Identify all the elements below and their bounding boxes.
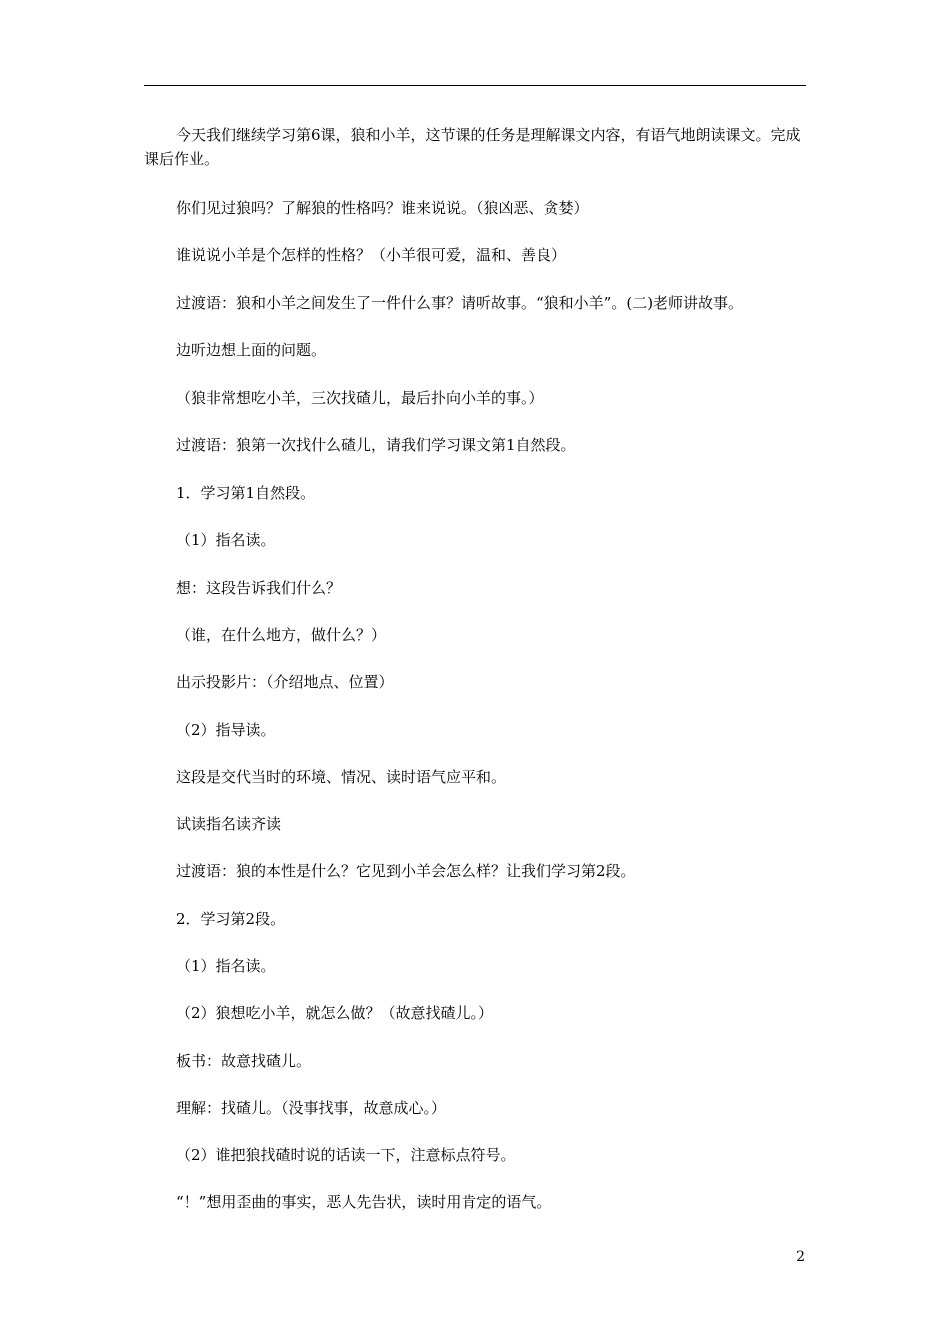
paragraph: 这段是交代当时的环境、情况、读时语气应平和。 (176, 768, 507, 786)
paragraph: （谁，在什么地方，做什么？） (176, 626, 387, 644)
paragraph: 过渡语：狼的本性是什么？它见到小羊会怎么样？让我们学习第2段。 (176, 862, 636, 880)
paragraph: 板书：故意找碴儿。 (176, 1052, 312, 1070)
paragraph: （1）指名读。 (176, 531, 276, 549)
page-number: 2 (796, 1249, 805, 1265)
paragraph: 想：这段告诉我们什么？ (176, 579, 342, 597)
paragraph: （狼非常想吃小羊，三次找碴儿，最后扑向小羊的事。） (176, 389, 544, 407)
paragraph: （1）指名读。 (176, 957, 276, 975)
section-heading: 2．学习第2段。 (176, 910, 286, 928)
paragraph: 边听边想上面的问题。 (176, 341, 327, 359)
paragraph: “！”想用歪曲的事实，恶人先告状，读时用肯定的语气。 (176, 1193, 552, 1211)
paragraph: 出示投影片：（介绍地点、位置） (176, 673, 394, 691)
paragraph: 谁说说小羊是个怎样的性格？（小羊很可爱，温和、善良） (176, 246, 567, 264)
paragraph: （2）狼想吃小羊，就怎么做？（故意找碴儿。） (176, 1004, 494, 1022)
paragraph: 试读指名读齐读 (176, 815, 282, 833)
header-rule (144, 85, 806, 86)
paragraph-intro: 今天我们继续学习第6课，狼和小羊，这节课的任务是理解课文内容，有语气地朗读课文。完成课后作业。 (144, 126, 801, 168)
paragraph: 过渡语：狼和小羊之间发生了一件什么事？请听故事。“狼和小羊”。(二)老师讲故事。 (176, 294, 744, 312)
paragraph: （2）谁把狼找碴时说的话读一下，注意标点符号。 (176, 1146, 516, 1164)
paragraph: 你们见过狼吗？了解狼的性格吗？谁来说说。（狼凶恶、贪婪） (176, 199, 589, 217)
paragraph: （2）指导读。 (176, 721, 276, 739)
paragraph: 理解：找碴儿。（没事找事，故意成心。） (176, 1099, 447, 1117)
section-heading: 1．学习第1自然段。 (176, 484, 316, 502)
paragraph: 过渡语：狼第一次找什么碴儿，请我们学习课文第1自然段。 (176, 436, 576, 454)
